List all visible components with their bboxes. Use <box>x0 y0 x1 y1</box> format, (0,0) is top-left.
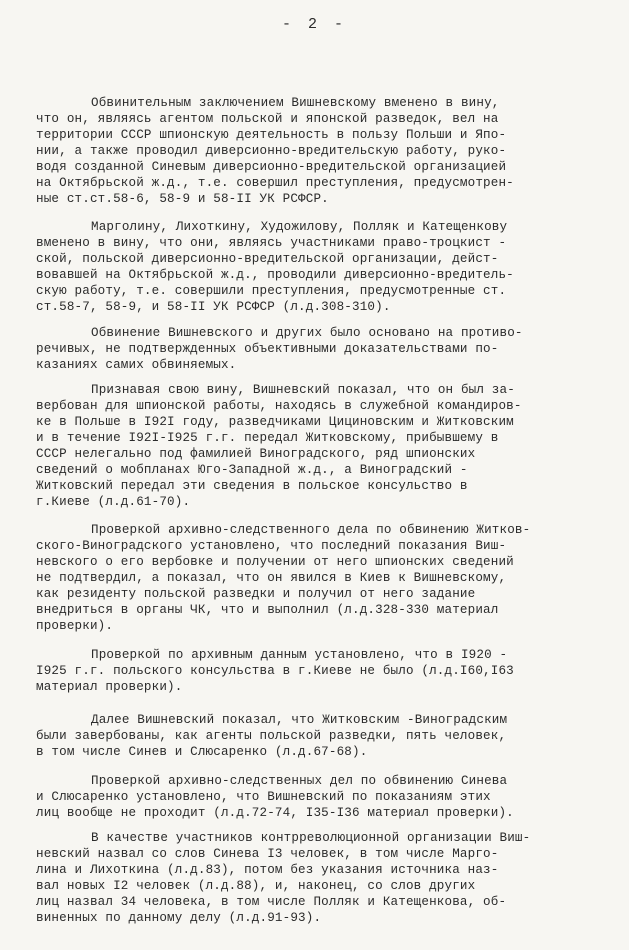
text-line: что он, являясь агентом польской и японской разведок, вел на <box>36 112 499 126</box>
text-line: водя созданной Синевым диверсионно-вредительской организацией <box>36 160 507 174</box>
text-line: были завербованы, как агенты польской разведки, пять человек, <box>36 729 507 743</box>
text-line: ского-Виноградского установлено, что последний показания Виш- <box>36 539 507 553</box>
text-line: лиц вообще не проходит (л.д.72-74, I35-I36 материал проверки). <box>36 806 514 820</box>
text-line: в том числе Синев и Слюсаренко (л.д.67-68). <box>36 745 368 759</box>
page-number: - 2 - <box>281 16 347 33</box>
text-line: ской, польской диверсионно-вредительской организации, дейст- <box>36 252 499 266</box>
text-line: Марголину, Лихоткину, Художилову, Полляк и Катещенкову <box>91 220 508 234</box>
text-line: ст.58-7, 58-9, и 58-II УК РСФСР (л.д.308-310). <box>36 300 391 314</box>
text-line: материал проверки). <box>36 680 183 694</box>
text-line: ке в Польше в I92I году, разведчиками Цициновским и Житковским <box>36 415 514 429</box>
text-line: ные ст.ст.58-6, 58-9 и 58-II УК РСФСР. <box>36 192 329 206</box>
text-line: Обвинение Вишневского и других было основано на противо- <box>91 326 523 340</box>
text-line: вербован для шпионской работы, находясь в служебной командиров- <box>36 399 522 413</box>
text-line: вменено в вину, что они, являясь участниками право-троцкист - <box>36 236 507 250</box>
text-line: сведений о мобпланах Юго-Западной ж.д., а Виноградский - <box>36 463 468 477</box>
text-line: лиц назвал 34 человека, в том числе Полляк и Катещенкова, об- <box>36 895 507 909</box>
text-line: невского о его вербовке и получении от него шпионских сведений <box>36 555 514 569</box>
text-line: вал новых I2 человек (л.д.88), и, наконец, со слов других <box>36 879 476 893</box>
text-line: СССР нелегально под фамилией Виноградского, ряд шпионских <box>36 447 476 461</box>
text-line: Житковский передал эти сведения в польское консульство в <box>36 479 468 493</box>
text-line: лина и Лихоткина (л.д.83), потом без указания источника наз- <box>36 863 499 877</box>
text-line: Обвинительным заключением Вишневскому вменено в вину, <box>91 96 500 110</box>
text-line: не подтвердил, а показал, что он явился в Киев к Вишневскому, <box>36 571 507 585</box>
text-line: проверки). <box>36 619 114 633</box>
text-line: Проверкой по архивным данным установлено, что в I920 - <box>91 648 508 662</box>
text-line: Проверкой архивно-следственного дела по обвинению Житков- <box>91 523 531 537</box>
text-line: Далее Вишневский показал, что Житковским -Виноградским <box>91 713 508 727</box>
text-line: Признавая свою вину, Вишневский показал, что он был за- <box>91 383 515 397</box>
text-line: Проверкой архивно-следственных дел по обвинению Синева <box>91 774 508 788</box>
text-line: вовавшей на Октябрьской ж.д., проводили диверсионно-вредитель- <box>36 268 514 282</box>
text-line: I925 г.г. польского консульства в г.Киеве не было (л.д.I60,I63 <box>36 664 514 678</box>
text-line: как резиденту польской разведки и получил от него задание <box>36 587 476 601</box>
text-line: и Слюсаренко установлено, что Вишневский по показаниям этих <box>36 790 491 804</box>
text-line: виненных по данному делу (л.д.91-93). <box>36 911 322 925</box>
text-line: скую работу, т.е. совершили преступления, предусмотренные ст. <box>36 284 507 298</box>
text-line: территории СССР шпионскую деятельность в пользу Польши и Япо- <box>36 128 507 142</box>
text-line: невский назвал со слов Синева I3 человек, в том числе Марго- <box>36 847 499 861</box>
text-line: г.Киеве (л.д.61-70). <box>36 495 191 509</box>
text-line: речивых, не подтвержденных объективными доказательствами по- <box>36 342 499 356</box>
text-line: внедриться в органы ЧК, что и выполнил (л.д.328-330 материал <box>36 603 499 617</box>
text-line: на Октябрьской ж.д., т.е. совершил преступления, предусмотрен- <box>36 176 514 190</box>
text-line: нии, а также проводил диверсионно-вредительскую работу, руко- <box>36 144 507 158</box>
text-line: казаниях самих обвиняемых. <box>36 358 237 372</box>
text-line: В качестве участников контрреволюционной организации Виш- <box>91 831 531 845</box>
text-line: и в течение I92I-I925 г.г. передал Житковскому, прибывшему в <box>36 431 499 445</box>
